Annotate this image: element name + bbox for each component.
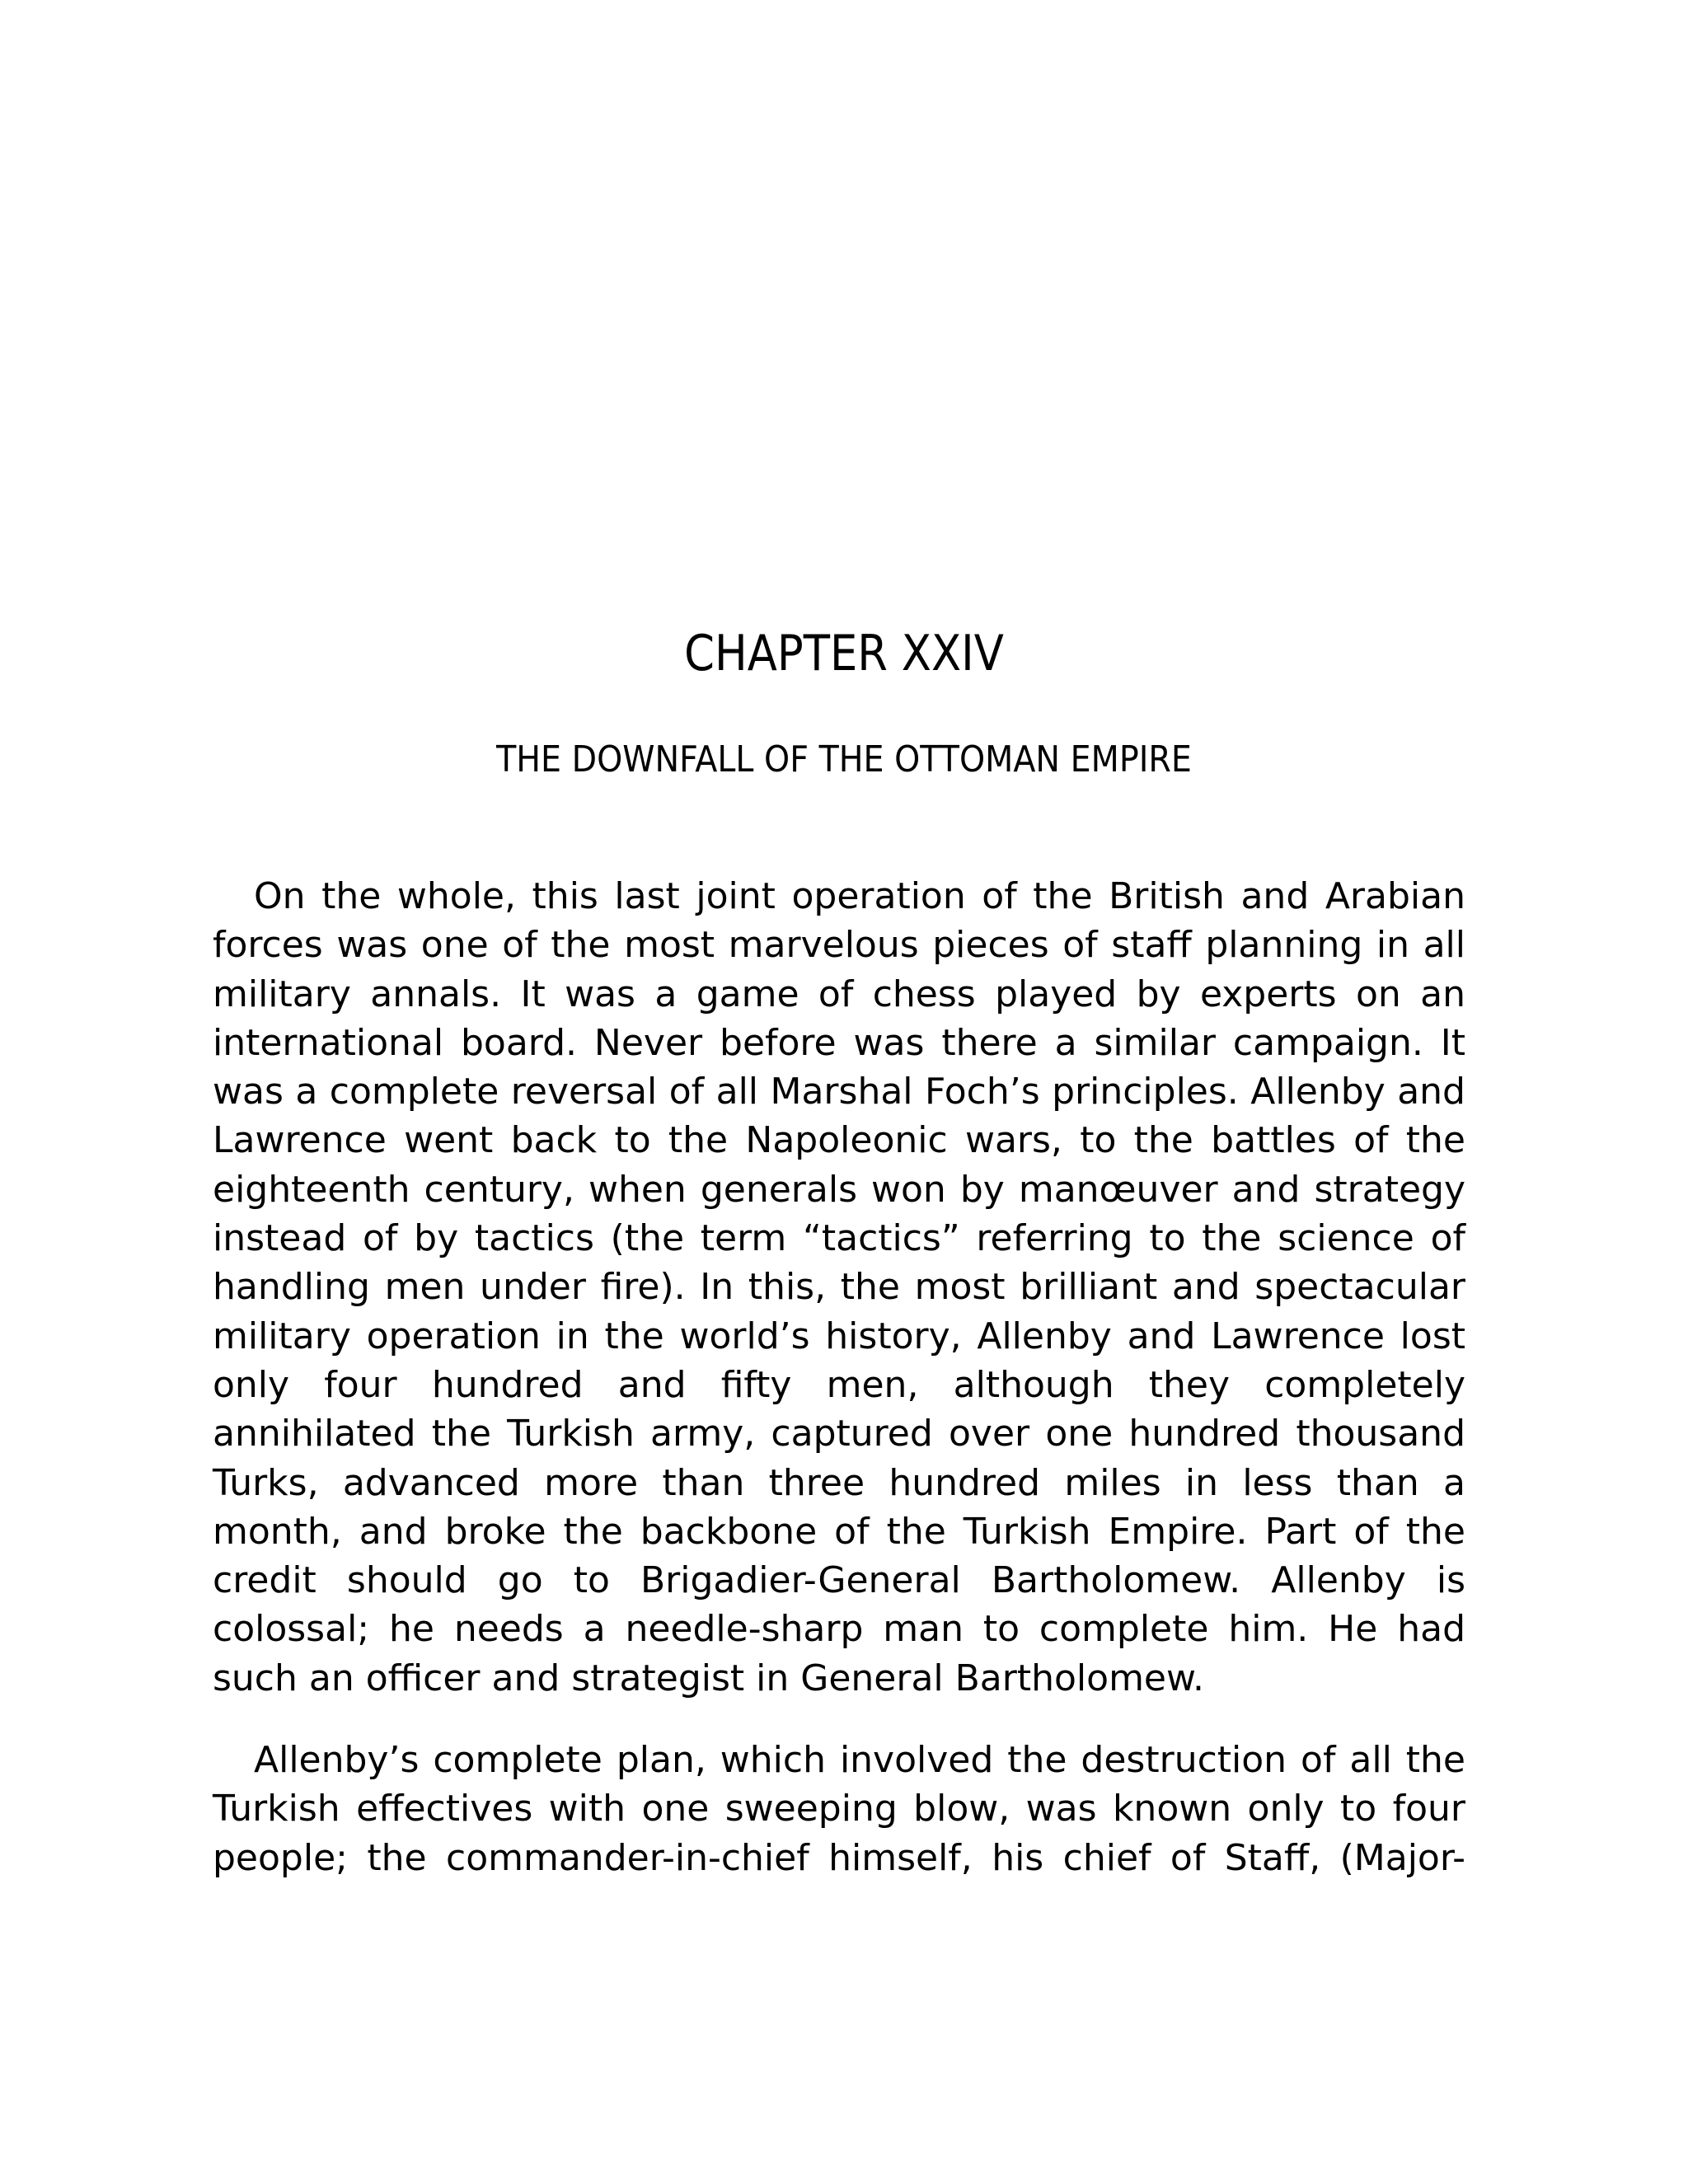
text-line: such an officer and strategist in General Bartholomew. [213, 1657, 1204, 1699]
text-line: month, and broke the backbone of the Turkish Empire. Part of the [213, 1510, 1465, 1553]
text-line: only four hundred and fifty men, although they completely [213, 1363, 1465, 1406]
text-line: Turkish effectives with one sweeping blow, was known only to four [213, 1788, 1465, 1830]
chapter-number: CHAPTER XXIV [684, 625, 1004, 682]
text-line: instead of by tactics (the term “tactics” referring to the science of [213, 1217, 1465, 1260]
text-line: On the whole, this last joint operation of the British and Arabian [254, 875, 1465, 917]
body-text [213, 872, 1465, 1882]
text-line: international board. Never before was there a similar campaign. It [213, 1021, 1465, 1064]
paragraph-gap [213, 1703, 1465, 1736]
paragraph [213, 872, 1465, 1703]
text-line: handling men under fire). In this, the most brilliant and spectacular [213, 1266, 1465, 1309]
text-line: military operation in the world’s history, Allenby and Lawrence lost [213, 1315, 1465, 1357]
text-line: was a complete reversal of all Marshal Foch’s principles. Allenby and [213, 1071, 1465, 1113]
text-line: people; the commander-in-chief himself, his chief of Staff, (Major- [213, 1836, 1465, 1879]
text-line: annihilated the Turkish army, captured over one hundred thousand [213, 1413, 1465, 1455]
text-line: credit should go to Brigadier-General Bartholomew. Allenby is [213, 1559, 1465, 1602]
text-line: Turks, advanced more than three hundred miles in less than a [213, 1461, 1465, 1504]
text-line: Allenby’s complete plan, which involved the destruction of all the [254, 1739, 1465, 1782]
text-line: Lawrence went back to the Napoleonic wars, to the battles of the [213, 1119, 1465, 1162]
text-line: forces was one of the most marvelous pieces of staff planning in all [213, 924, 1465, 967]
text-line: military annals. It was a game of chess played by experts on an [213, 972, 1465, 1015]
chapter-title: THE DOWNFALL OF THE OTTOMAN EMPIRE [496, 738, 1192, 780]
text-line: colossal; he needs a needle-sharp man to complete him. He had [213, 1608, 1465, 1651]
paragraph [213, 1736, 1465, 1882]
text-line: eighteenth century, when generals won by manœuver and strategy [213, 1168, 1465, 1211]
